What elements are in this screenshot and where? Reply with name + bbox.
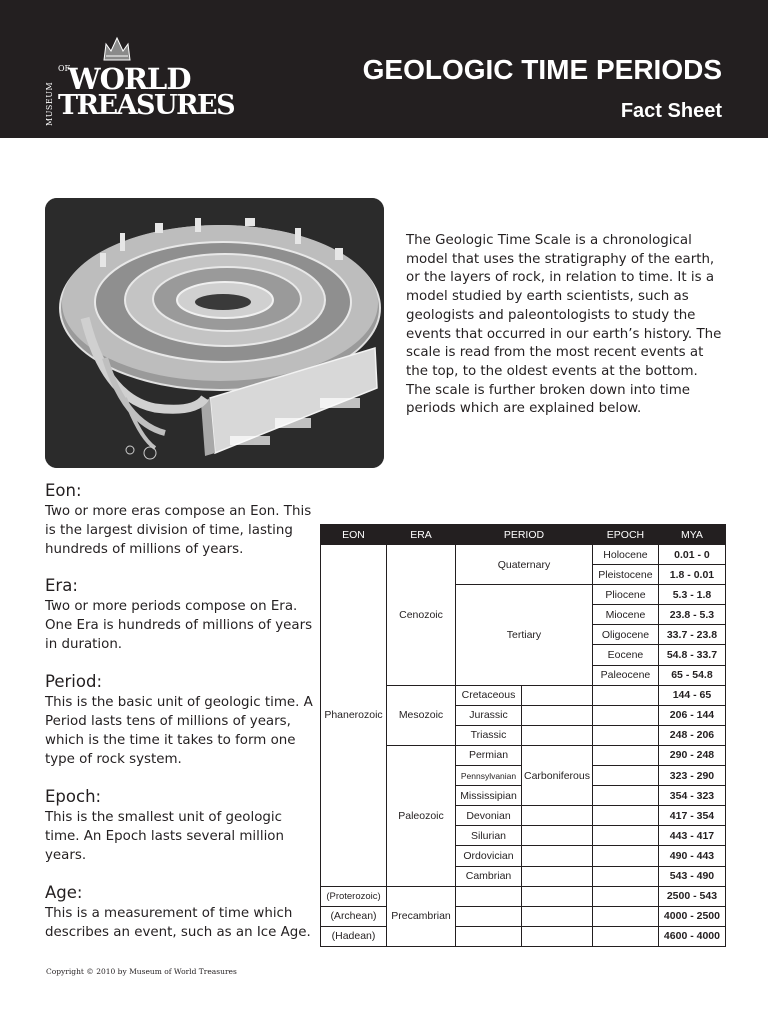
term-heading: Eon: <box>45 481 82 500</box>
term-text: This is the basic unit of geologic time. A Period lasts tens of millions of years, which is the time it takes to form one type of rock system. <box>45 695 313 767</box>
period-jurassic: Jurassic <box>456 705 522 725</box>
eon-phanerozoic: Phanerozoic <box>321 545 387 887</box>
empty-cell <box>522 705 593 725</box>
period-tertiary: Tertiary <box>456 585 593 685</box>
period-silurian: Silurian <box>456 826 522 846</box>
geologic-spiral-illustration <box>45 198 384 468</box>
period-permian: Permian <box>456 745 522 765</box>
empty-cell <box>592 725 658 745</box>
epoch-paleocene: Paleocene <box>592 665 658 685</box>
mya-cretaceous: 144 - 65 <box>658 685 725 705</box>
epoch-pleistocene: Pleistocene <box>592 565 658 585</box>
mya-eocene: 54.8 - 33.7 <box>658 645 725 665</box>
period-ordovician: Ordovician <box>456 846 522 866</box>
page-subtitle: Fact Sheet <box>620 100 722 122</box>
period-devonian: Devonian <box>456 806 522 826</box>
empty-cell <box>522 906 593 926</box>
header-eon: EON <box>321 525 387 545</box>
epoch-oligocene: Oligocene <box>592 625 658 645</box>
term-heading: Era: <box>45 576 78 595</box>
empty-cell <box>522 806 593 826</box>
era-mesozoic: Mesozoic <box>387 685 456 745</box>
eon-hadean: (Hadean) <box>321 926 387 946</box>
empty-cell <box>592 886 658 906</box>
mya-archean: 4000 - 2500 <box>658 906 725 926</box>
copyright-notice: Copyright © 2010 by Museum of World Treasures <box>46 967 237 976</box>
empty-cell <box>592 846 658 866</box>
empty-cell <box>592 685 658 705</box>
header-mya: MYA <box>658 525 725 545</box>
era-precambrian: Precambrian <box>387 886 456 946</box>
mya-oligocene: 33.7 - 23.8 <box>658 625 725 645</box>
empty-cell <box>522 685 593 705</box>
empty-cell <box>592 705 658 725</box>
table-header-row <box>321 525 726 545</box>
header-era: ERA <box>387 525 456 545</box>
era-cenozoic: Cenozoic <box>387 545 456 686</box>
empty-cell <box>592 766 658 786</box>
epoch-pliocene: Pliocene <box>592 585 658 605</box>
mya-miocene: 23.8 - 5.3 <box>658 605 725 625</box>
period-carboniferous: Carboniferous <box>522 745 593 805</box>
mya-triassic: 248 - 206 <box>658 725 725 745</box>
crown-icon <box>102 36 132 62</box>
mya-silurian: 443 - 417 <box>658 826 725 846</box>
empty-cell <box>522 926 593 946</box>
mya-pennsylvanian: 323 - 290 <box>658 766 725 786</box>
term-heading: Age: <box>45 883 83 902</box>
logo-of-text: OF <box>58 64 71 73</box>
mya-pliocene: 5.3 - 1.8 <box>658 585 725 605</box>
table-row <box>321 906 726 926</box>
empty-cell <box>456 886 522 906</box>
geologic-time-table <box>320 524 726 947</box>
term-period <box>45 671 313 769</box>
table-row <box>321 545 726 565</box>
epoch-holocene: Holocene <box>592 545 658 565</box>
empty-cell <box>522 725 593 745</box>
term-text: Two or more eras compose an Eon. This is the largest division of time, lasting hundreds of millions of years. <box>45 504 312 557</box>
empty-cell <box>592 926 658 946</box>
period-triassic: Triassic <box>456 725 522 745</box>
header-bar <box>0 0 768 138</box>
empty-cell <box>522 846 593 866</box>
empty-cell <box>456 926 522 946</box>
term-text: Two or more periods compose on Era. One Era is hundreds of millions of years in duration. <box>45 599 313 652</box>
empty-cell <box>456 906 522 926</box>
mya-permian: 290 - 248 <box>658 745 725 765</box>
era-paleozoic: Paleozoic <box>387 745 456 886</box>
epoch-miocene: Miocene <box>592 605 658 625</box>
page-title: GEOLOGIC TIME PERIODS <box>362 54 722 85</box>
term-text: This is a measurement of time which describes an event, such as an Ice Age. <box>45 906 311 940</box>
logo-world-text: WORLD <box>68 62 191 96</box>
period-quaternary: Quaternary <box>456 545 593 585</box>
mya-hadean: 4600 - 4000 <box>658 926 725 946</box>
empty-cell <box>522 866 593 886</box>
table-row <box>321 886 726 906</box>
logo-treasures-text: TREASURES <box>58 90 235 121</box>
mya-paleocene: 65 - 54.8 <box>658 665 725 685</box>
mya-holocene: 0.01 - 0 <box>658 545 725 565</box>
term-epoch <box>45 786 313 865</box>
mya-jurassic: 206 - 144 <box>658 705 725 725</box>
term-age <box>45 882 313 942</box>
empty-cell <box>592 745 658 765</box>
period-mississipian: Mississipian <box>456 786 522 806</box>
logo-museum-text: MUSEUM <box>45 81 54 127</box>
table-row <box>321 926 726 946</box>
museum-logo <box>44 36 235 127</box>
period-pennsylvanian: Pennsylvanian <box>456 766 522 786</box>
empty-cell <box>592 866 658 886</box>
empty-cell <box>592 806 658 826</box>
spiral-image <box>45 198 384 468</box>
header-epoch: EPOCH <box>592 525 658 545</box>
mya-proterozoic: 2500 - 543 <box>658 886 725 906</box>
term-heading: Period: <box>45 672 103 691</box>
mya-pleistocene: 1.8 - 0.01 <box>658 565 725 585</box>
mya-ordovician: 490 - 443 <box>658 846 725 866</box>
empty-cell <box>592 826 658 846</box>
term-heading: Epoch: <box>45 787 102 806</box>
mya-devonian: 417 - 354 <box>658 806 725 826</box>
empty-cell <box>522 886 593 906</box>
intro-paragraph: The Geologic Time Scale is a chronological model that uses the stratigraphy of the earth, or the layers of rock, in relation to time. It is a model studied by earth scientists, such as geologists and paleontologists to study the events that occurred in our earth’s history. The scale is read from the most recent events at the top, to the oldest events at the bottom. The scale is further broken down into time periods which are explained below. <box>406 233 722 417</box>
empty-cell <box>592 786 658 806</box>
header-period: PERIOD <box>456 525 593 545</box>
eon-archean: (Archean) <box>321 906 387 926</box>
mya-mississipian: 354 - 323 <box>658 786 725 806</box>
empty-cell <box>592 906 658 926</box>
period-cambrian: Cambrian <box>456 866 522 886</box>
eon-proterozoic: (Proterozoic) <box>321 886 387 906</box>
mya-cambrian: 543 - 490 <box>658 866 725 886</box>
epoch-eocene: Eocene <box>592 645 658 665</box>
term-text: This is the smallest unit of geologic time. An Epoch lasts several million years. <box>45 810 284 863</box>
empty-cell <box>522 826 593 846</box>
term-eon <box>45 480 313 559</box>
term-era <box>45 575 313 654</box>
period-cretaceous: Cretaceous <box>456 685 522 705</box>
